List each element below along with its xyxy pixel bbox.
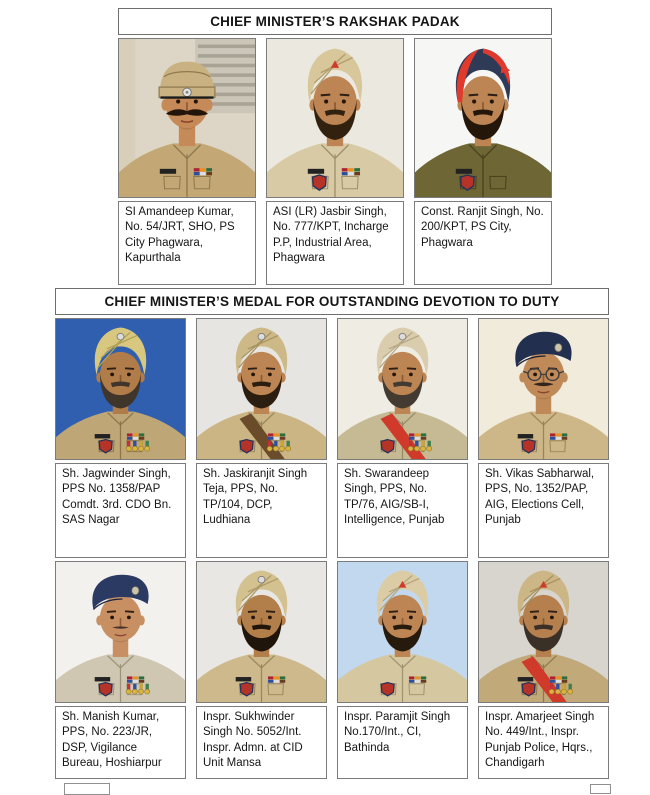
officer-caption-jagwinder-singh: Sh. Jagwinder Singh, PPS No. 1358/PAP Comdt. 3rd. CDO Bn. SAS Nagar: [55, 463, 186, 558]
officer-caption-sukhwinder-singh: Inspr. Sukhwinder Singh No. 5052/Int. Inspr. Admn. at CID Unit Mansa: [196, 706, 327, 779]
officer-photo-amarjeet-singh: [478, 561, 609, 703]
officer-caption-jaskiranjit-singh-teja: Sh. Jaskiranjit Singh Teja, PPS, No. TP/104, DCP, Ludhiana: [196, 463, 327, 558]
officer-caption-manish-kumar: Sh. Manish Kumar, PPS, No. 223/JR, DSP, Vigilance Bureau, Hoshiarpur: [55, 706, 186, 779]
officer-photo-jaskiranjit-singh-teja: [196, 318, 327, 460]
rakshak-padak-grid: [118, 38, 552, 285]
officer-photo-ranjit-singh: [414, 38, 552, 198]
officer-caption-paramjit-singh: Inspr. Paramjit Singh No.170/Int., CI, Bathinda: [337, 706, 468, 779]
officer-photo-vikas-sabharwal: [478, 318, 609, 460]
officer-photo-amandeep-kumar: [118, 38, 256, 198]
rakshak-padak-title: CHIEF MINISTER’S RAKSHAK PADAK: [118, 8, 552, 35]
partial-box-bottom-right: [590, 784, 611, 794]
officer-caption-amandeep-kumar: SI Amandeep Kumar, No. 54/JRT, SHO, PS City Phagwara, Kapurthala: [118, 201, 256, 285]
devotion-to-duty-table: [55, 288, 609, 779]
officer-caption-vikas-sabharwal: Sh. Vikas Sabharwal, PPS, No. 1352/PAP, AIG, Elections Cell, Punjab: [478, 463, 609, 558]
officer-caption-swarandeep-singh: Sh. Swarandeep Singh, PPS, No. TP/76, AIG/SB-I, Intelligence, Punjab: [337, 463, 468, 558]
devotion-to-duty-grid: [55, 318, 609, 779]
officer-photo-manish-kumar: [55, 561, 186, 703]
officer-photo-jagwinder-singh: [55, 318, 186, 460]
rakshak-padak-table: [118, 8, 552, 285]
officer-caption-amarjeet-singh: Inspr. Amarjeet Singh No. 449/Int., Inspr. Punjab Police, Hqrs., Chandigarh: [478, 706, 609, 779]
officer-caption-jasbir-singh: ASI (LR) Jasbir Singh, No. 777/KPT, Incharge P.P, Industrial Area, Phagwara: [266, 201, 404, 285]
devotion-to-duty-title: CHIEF MINISTER’S MEDAL FOR OUTSTANDING DEVOTION TO DUTY: [55, 288, 609, 315]
partial-box-bottom-left: [64, 783, 110, 795]
officer-photo-swarandeep-singh: [337, 318, 468, 460]
officer-photo-jasbir-singh: [266, 38, 404, 198]
officer-photo-sukhwinder-singh: [196, 561, 327, 703]
officer-caption-ranjit-singh: Const. Ranjit Singh, No. 200/KPT, PS City, Phagwara: [414, 201, 552, 285]
officer-photo-paramjit-singh: [337, 561, 468, 703]
